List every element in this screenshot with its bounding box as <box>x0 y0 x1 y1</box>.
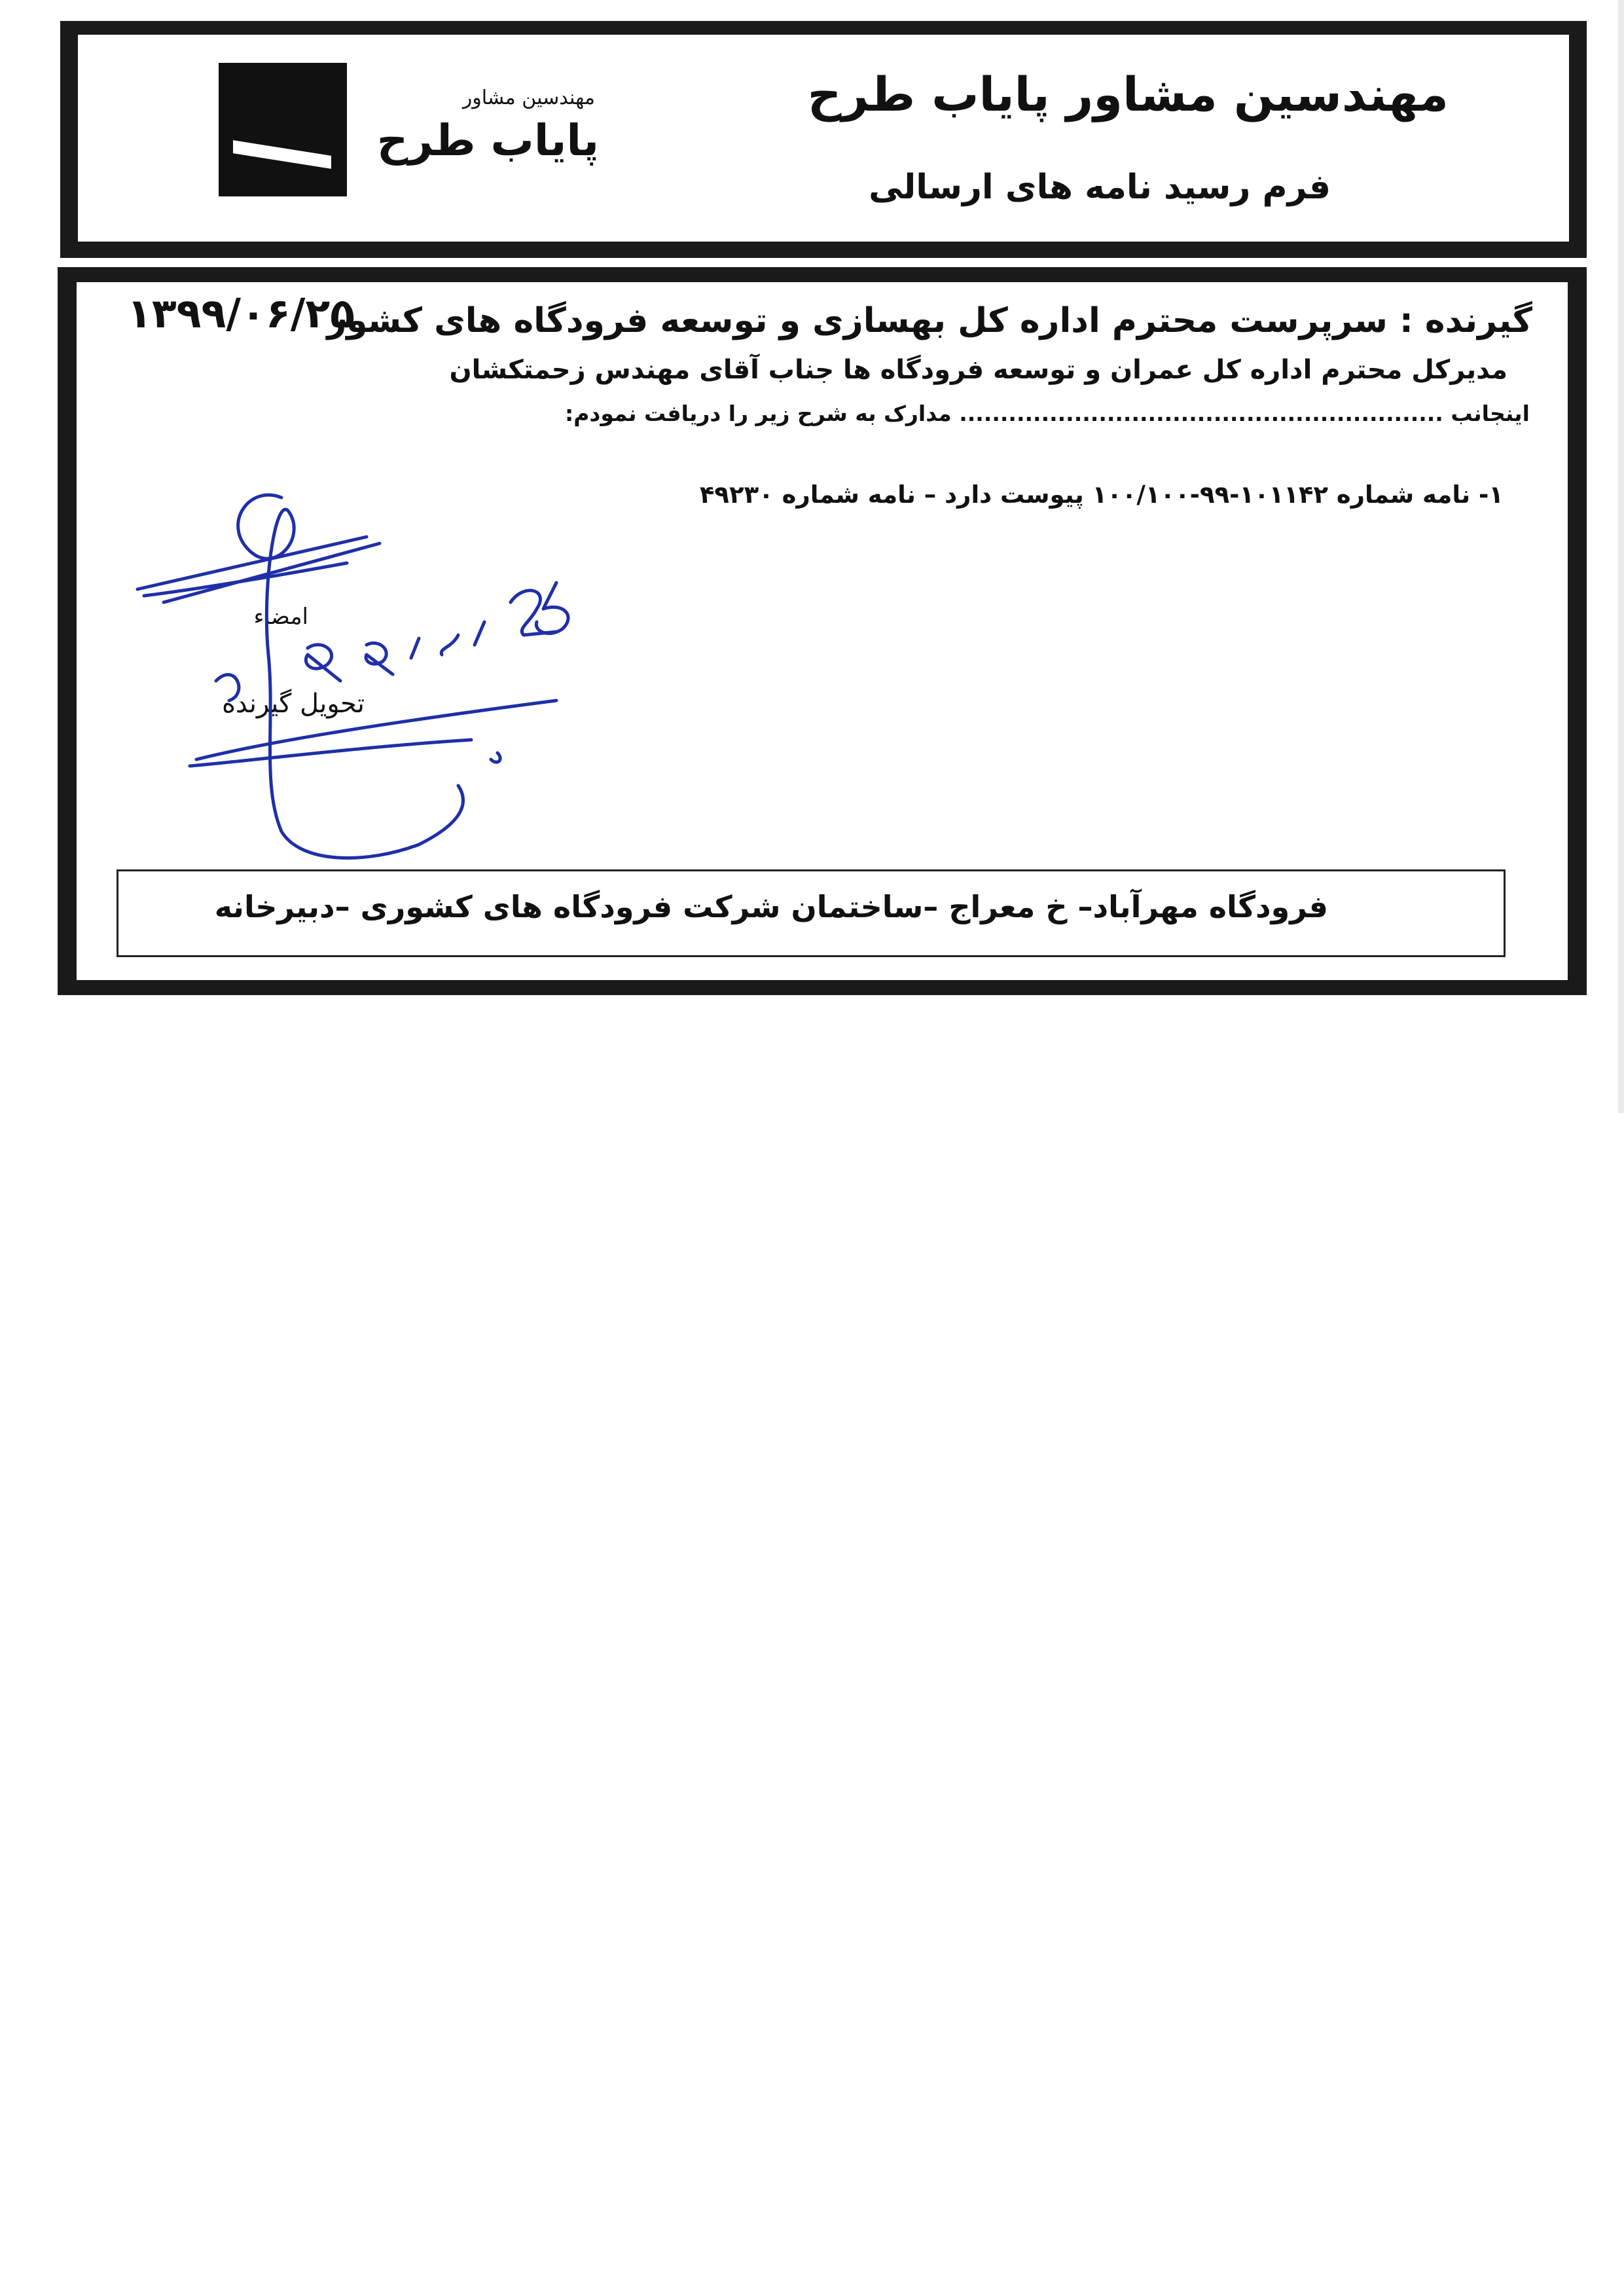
receiver-label: تحویل گیرنده <box>221 689 365 719</box>
form-title: فرم رسید نامه های ارسالی <box>869 168 1331 207</box>
recipient-line: گیرنده : سرپرست محترم اداره کل بهسازی و توسعه فرودگاه های کشور <box>327 301 1532 340</box>
scan-edge <box>1618 0 1624 1113</box>
logo-text-small: مهندسین مشاور <box>462 86 595 109</box>
director-line: مدیرکل محترم اداره کل عمران و توسعه فرودگاه ها جناب آقای مهندس زحمتکشان <box>449 355 1507 385</box>
list-item: ۱- نامه شماره ۱۰۱۱۴۲-۹۹-۱۰۰/۱۰۰ پیوست دارد – نامه شماره ۴۹۲۳۰ <box>699 481 1504 509</box>
footer-address: فرودگاه مهرآباد– خ معراج –ساختمان شرکت فرودگاه های کشوری –دبیرخانه <box>214 889 1328 924</box>
company-logo <box>219 63 347 196</box>
company-name: مهندسین مشاور پایاب طرح <box>807 67 1449 122</box>
intro-line: اینجانب ........................................................... مدارک به شرح زیر را دریافت نمودم: <box>565 401 1530 426</box>
letter-date: ۱۳۹۹/۰۶/۲۵ <box>127 289 355 337</box>
logo-text-large: پایاب طرح <box>376 115 599 166</box>
signature-label: امضاء <box>253 604 308 630</box>
